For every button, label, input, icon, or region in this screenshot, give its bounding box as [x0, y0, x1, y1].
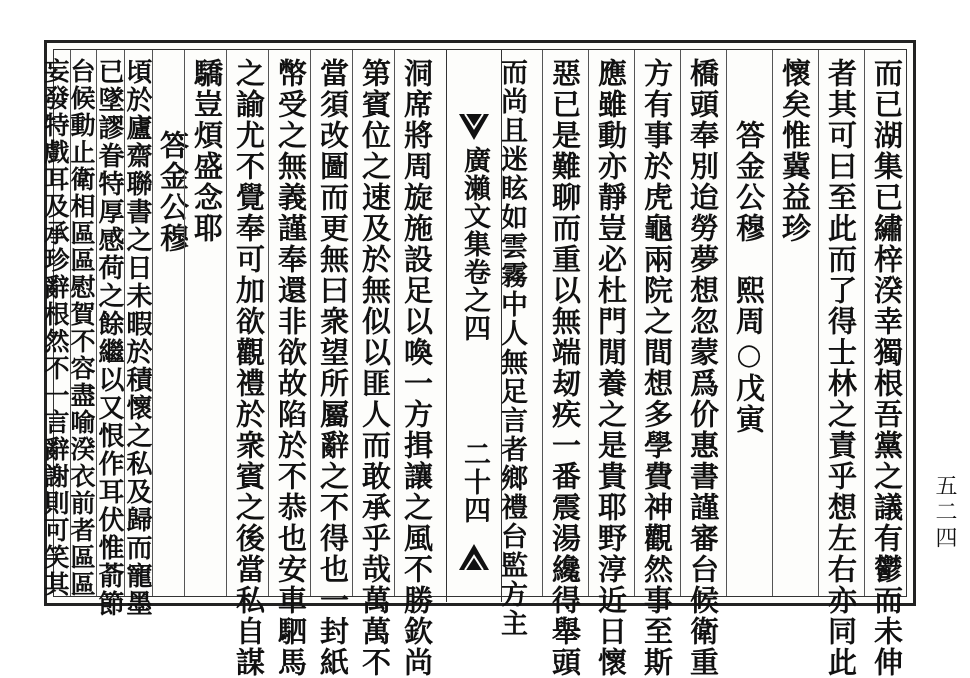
column-rule	[726, 50, 727, 596]
text-column: 第賓位之速及於無似以匪人而敢承乎哉萬萬不	[358, 58, 392, 678]
column-rule	[352, 50, 353, 596]
column-rule	[588, 50, 589, 596]
center-fold	[446, 50, 502, 602]
column-rule	[124, 50, 125, 596]
text-column: 驕豈煩盛念耶	[190, 58, 224, 244]
page-number: 五二四	[932, 474, 957, 552]
text-column: 妄發特戲耳及承珍辭根然不一言辭謝則可笑其	[41, 58, 70, 598]
folio-number: 二十四	[459, 440, 490, 524]
text-column: 之諭尤不覺奉可加欲觀禮於衆賓之後當私自謀	[232, 58, 266, 678]
column-rule	[818, 50, 819, 596]
text-column: 當須改圖而更無曰衆望所屬辭之不得也一封紙	[316, 58, 350, 678]
column-rule	[268, 50, 269, 596]
text-column: 懷矣惟冀益珍	[778, 58, 812, 244]
fish-tail-ornament-bottom-icon	[457, 540, 491, 574]
page-border	[41, 49, 907, 678]
text-column: 台候動止衛相區區慰賀不容盡喻湀衣前者區區	[67, 58, 96, 598]
column-rule	[772, 50, 773, 596]
column-rule	[226, 50, 227, 596]
column-rule	[634, 50, 635, 596]
column-rule	[96, 50, 97, 596]
text-column: 而尚且迷眩如雲霧中人無足言者鄉禮台監方主	[496, 58, 527, 638]
fish-tail-ornament-top-icon	[457, 110, 491, 144]
column-rule	[680, 50, 681, 596]
column-rule	[542, 50, 543, 596]
column-rule	[864, 50, 865, 596]
text-column: 應雖動亦靜豈必杜門閒養之是貴耶野淳近日懷	[594, 58, 628, 678]
text-column: 者其可曰至此而了得士林之責乎想左右亦同此	[824, 58, 858, 678]
letter-heading: 答金公穆 熙周○戊寅	[732, 120, 766, 435]
text-column: 幣受之無義謹奉還非欲故陷於不恭也安車駟馬	[274, 58, 308, 678]
text-column: 惡已是難聊而重以無端刼疾一番震湯纔得舉頭	[548, 58, 582, 678]
column-rule	[152, 50, 153, 596]
text-column: 洞席將周旋施設足以喚一方揖讓之風不勝欽尚	[400, 58, 434, 678]
letter-heading: 答金公穆	[156, 130, 190, 254]
column-rule	[310, 50, 311, 596]
column-rule	[184, 50, 185, 596]
text-column: 而已湖集已繡梓湀幸獨根吾黨之議有鬱而未伸	[870, 58, 904, 678]
text-column: 方有事於虎龜兩院之間想多學費神觀然事至斯	[640, 58, 674, 678]
text-column: 已墜謬眷特厚感荷之餘繼以又恨作耳伏惟萮節	[94, 58, 124, 618]
collection-title: 廣瀨文集卷之四	[459, 146, 490, 342]
text-column: 橋頭奉別迨勞夢想忽蒙爲价惠書謹審台候衛重	[686, 58, 720, 678]
book-page	[41, 40, 916, 678]
text-column: 頃於廬齋聯書之日未暇於積懷之私及歸而寵墨	[122, 58, 152, 618]
column-rule	[70, 50, 71, 596]
column-rule	[394, 50, 395, 596]
